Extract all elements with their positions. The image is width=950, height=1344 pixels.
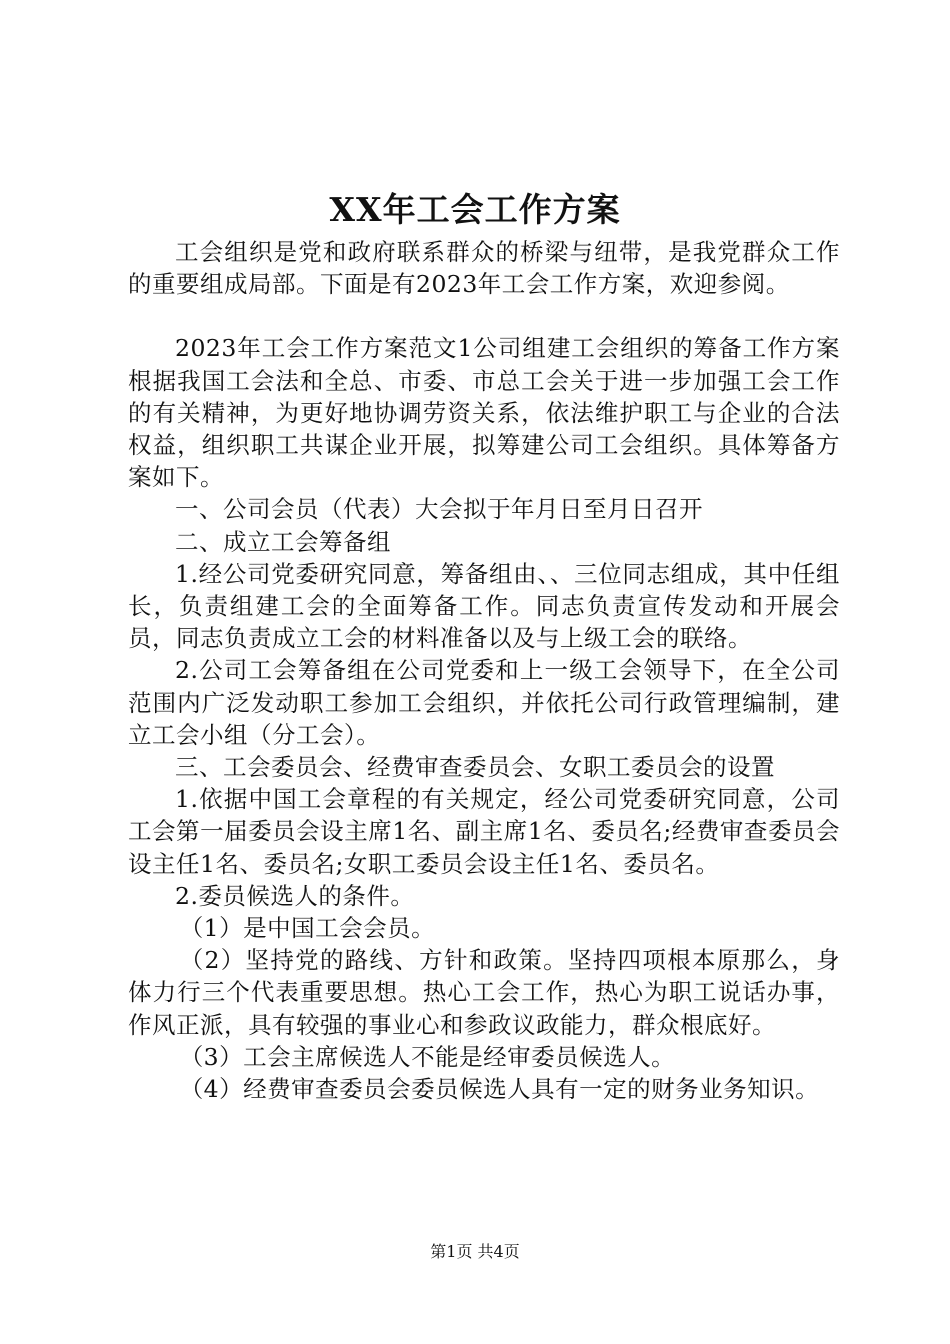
document-body [128,236,840,1105]
paragraph-spacer [128,300,840,332]
list-paragraph: 1.依据中国工会章程的有关规定，经公司党委研究同意，公司工会第一届委员会设主席1名、副主席1名、委员名;经费审查委员会设主任1名、委员名;女职工委员会设主任1名、委员名。 [128,785,840,878]
list-paragraph: 2.公司工会筹备组在公司党委和上一级工会领导下，在全公司范围内广泛发动职工参加工会组织，并依托公司行政管理编制，建立工会小组（分工会）。 [128,656,840,749]
section-heading: 三、工会委员会、经费审查委员会、女职工委员会的设置 [175,753,775,782]
intro-paragraph: 工会组织是党和政府联系群众的桥梁与纽带，是我党群众工作的重要组成局部。下面是有2023年工会工作方案，欢迎参阅。 [128,238,840,299]
list-paragraph: 2.委员候选人的条件。 [175,881,415,910]
list-paragraph: 1.经公司党委研究同意，筹备组由、、三位同志组成，其中任组长，负责组建工会的全面筹备工作。同志负责宣传发动和开展会员，同志负责成立工会的材料准备以及与上级工会的联络。 [128,559,840,653]
page-number-footer: 第1页 共4页 [430,1242,520,1261]
sub-list-item: （3）工会主席候选人不能是经审委员候选人。 [179,1042,676,1071]
body-paragraph: 2023年工会工作方案范文1公司组建工会组织的筹备工作方案根据我国工会法和全总、市委、市总工会关于进一步加强工会工作的有关精神，为更好地协调劳资关系，依法维护职工与企业的合法权益，组织职工共谋企业开展，拟筹建公司工会组织。具体筹备方案如下。 [128,334,840,492]
sub-list-item: （1）是中国工会会员。 [179,914,436,943]
document-title: XX年工会工作方案 [329,190,621,229]
section-heading: 一、公司会员（代表）大会拟于年月日至月日召开 [175,495,703,524]
section-heading: 二、成立工会筹备组 [175,527,391,556]
sub-list-item: （4）经费审查委员会委员候选人具有一定的财务业务知识。 [179,1075,820,1104]
sub-list-item: （2）坚持党的路线、方针和政策。坚持四项根本原那么，身体力行三个代表重要思想。热心工会工作，热心为职工说话办事，作风正派，具有较强的事业心和参政议政能力，群众根底好。 [128,946,840,1039]
